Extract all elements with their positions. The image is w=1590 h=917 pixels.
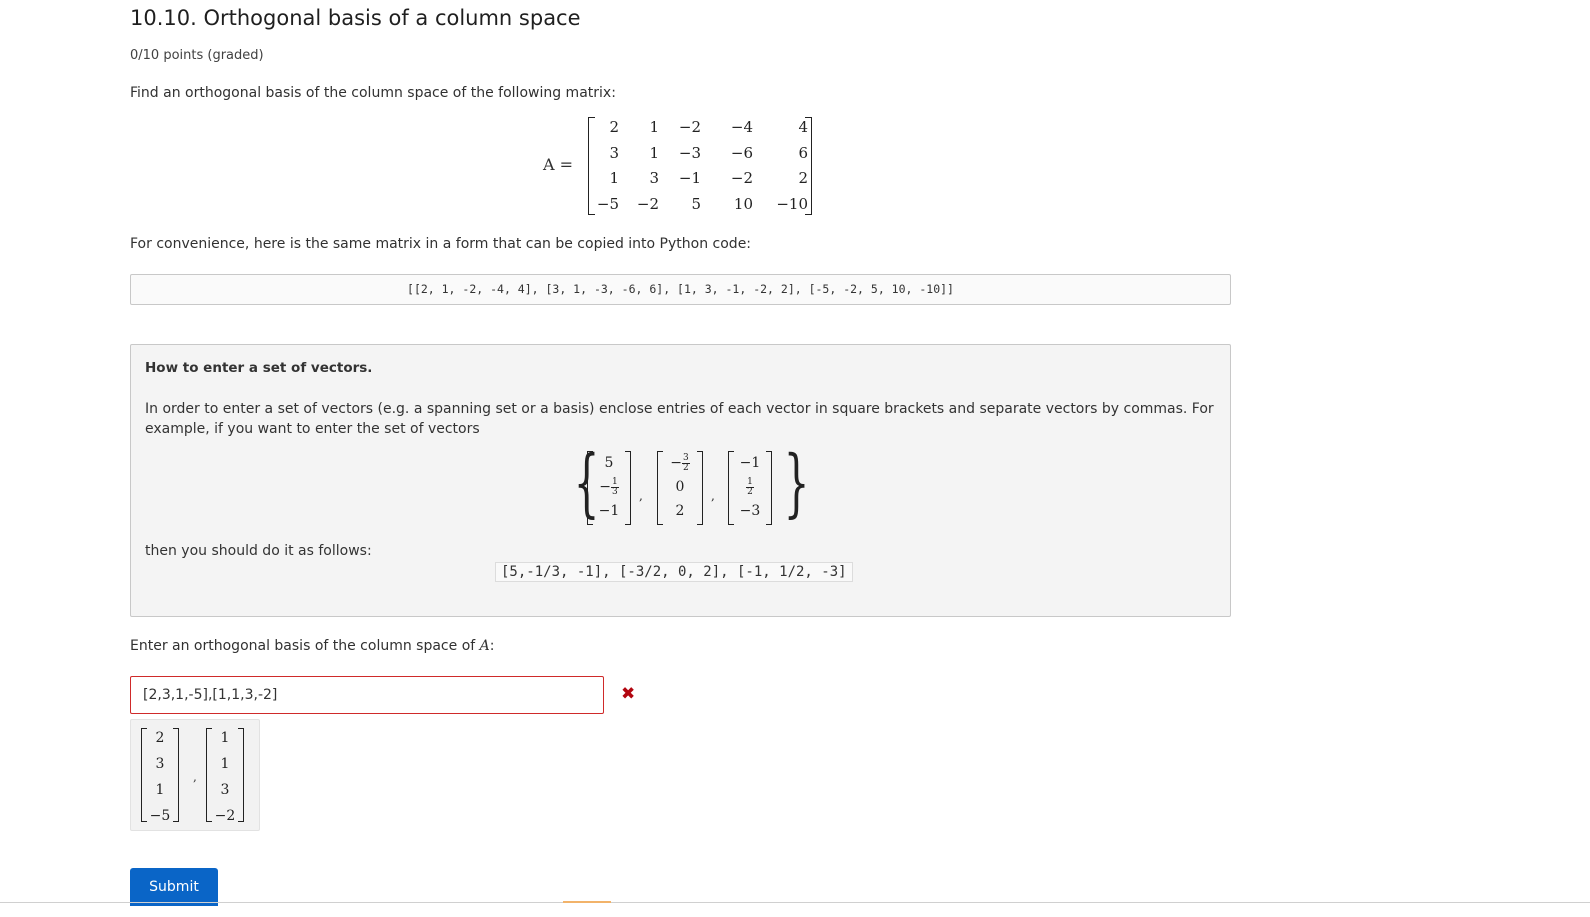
vector-entry-fraction: − $\frac{1}{3}$: [599, 476, 618, 497]
vector-entry: 2: [675, 503, 685, 519]
vector-entry: 1: [220, 756, 230, 772]
matrix-entry: 4: [798, 118, 808, 136]
matrix-entry: −10: [776, 194, 808, 213]
matrix-entry: 5: [691, 194, 701, 213]
bottom-accent: [563, 901, 611, 903]
example-vector-2: [657, 451, 703, 525]
matrix-entry: 1: [649, 143, 659, 162]
vector-entry: −1: [739, 455, 761, 471]
vector-entry: −5: [149, 808, 171, 824]
help-then-text: then you should do it as follows:: [145, 543, 372, 559]
vector-entry: 3: [155, 756, 165, 772]
convenience-text: For convenience, here is the same matrix in a form that can be copied into Python code:: [130, 236, 752, 252]
vector-entry-fraction: $\frac{1}{2}$: [747, 476, 753, 497]
example-vector-1: [587, 451, 631, 525]
answer-preview: [130, 719, 260, 831]
matrix-entry: 3: [649, 169, 659, 187]
matrix-entry: 2: [609, 118, 619, 136]
submit-button[interactable]: Submit: [130, 868, 218, 906]
matrix-entry: 2: [798, 169, 808, 187]
vector-entry: 0: [675, 479, 685, 495]
bottom-divider: [0, 902, 1590, 903]
vector-entry: −1: [598, 503, 620, 519]
incorrect-icon: ✖: [621, 684, 636, 704]
matrix-entry: −5: [596, 194, 619, 213]
separator-comma: ,: [639, 489, 643, 503]
matrix-entry: −2: [730, 169, 753, 187]
matrix-left-bracket: [588, 117, 595, 215]
separator-comma: ,: [711, 489, 715, 503]
vector-entry: 5: [604, 455, 614, 471]
answer-label: Enter an orthogonal basis of the column space of A:: [130, 638, 495, 654]
matrix-entry: 6: [798, 143, 808, 162]
matrix-entry: −2: [678, 118, 701, 136]
example-code[interactable]: [5,-1/3, -1], [-3/2, 0, 2], [-1, 1/2, -3]: [495, 562, 853, 582]
help-heading: How to enter a set of vectors.: [145, 360, 373, 376]
problem-prompt: Find an orthogonal basis of the column space of the following matrix:: [130, 85, 616, 101]
points-label: 0/10 points (graded): [130, 48, 264, 63]
matrix-entry: 1: [649, 118, 659, 136]
vector-entry-fraction: − $\frac{3}{2}$: [670, 452, 689, 473]
example-vector-set: [565, 440, 810, 527]
matrix-entry: 10: [733, 194, 753, 213]
preview-vector-2: [206, 728, 244, 822]
matrix-entry: −6: [730, 143, 753, 162]
matrix-entry: −4: [730, 118, 753, 136]
matrix-entry: 3: [609, 143, 619, 162]
matrix-entry: 1: [609, 169, 619, 187]
matrix-entry: −2: [636, 194, 659, 213]
preview-vector-1: [141, 728, 179, 822]
matrix-entry: −3: [678, 143, 701, 162]
vector-entry: 3: [220, 782, 230, 798]
right-brace: }: [783, 440, 810, 526]
vector-entry: 2: [155, 730, 165, 746]
vector-entry: −2: [214, 808, 236, 824]
matrix-right-bracket: [805, 117, 812, 215]
matrix-entry: −1: [678, 169, 701, 187]
python-code-box[interactable]: [[2, 1, -2, -4, 4], [3, 1, -3, -6, 6], [1, 3, -1, -2, 2], [-5, -2, 5, 10, -10]]: [130, 274, 1231, 305]
vector-entry: 1: [220, 730, 230, 746]
help-body: In order to enter a set of vectors (e.g. a spanning set or a basis) enclose entries of each vector in square brackets and separate vectors by commas. For example, if you want to enter the set of vectors: [145, 401, 1214, 437]
example-vector-3: [728, 451, 772, 525]
vector-entry: −3: [739, 503, 761, 519]
answer-input[interactable]: [130, 676, 604, 714]
left-brace: {: [573, 440, 600, 526]
matrix-entries: [596, 117, 808, 219]
vector-entry: 1: [155, 782, 165, 798]
separator-comma: ,: [193, 770, 197, 784]
help-box: [130, 344, 1231, 617]
problem-title: 10.10. Orthogonal basis of a column space: [130, 6, 581, 30]
matrix-label: A =: [543, 155, 574, 174]
